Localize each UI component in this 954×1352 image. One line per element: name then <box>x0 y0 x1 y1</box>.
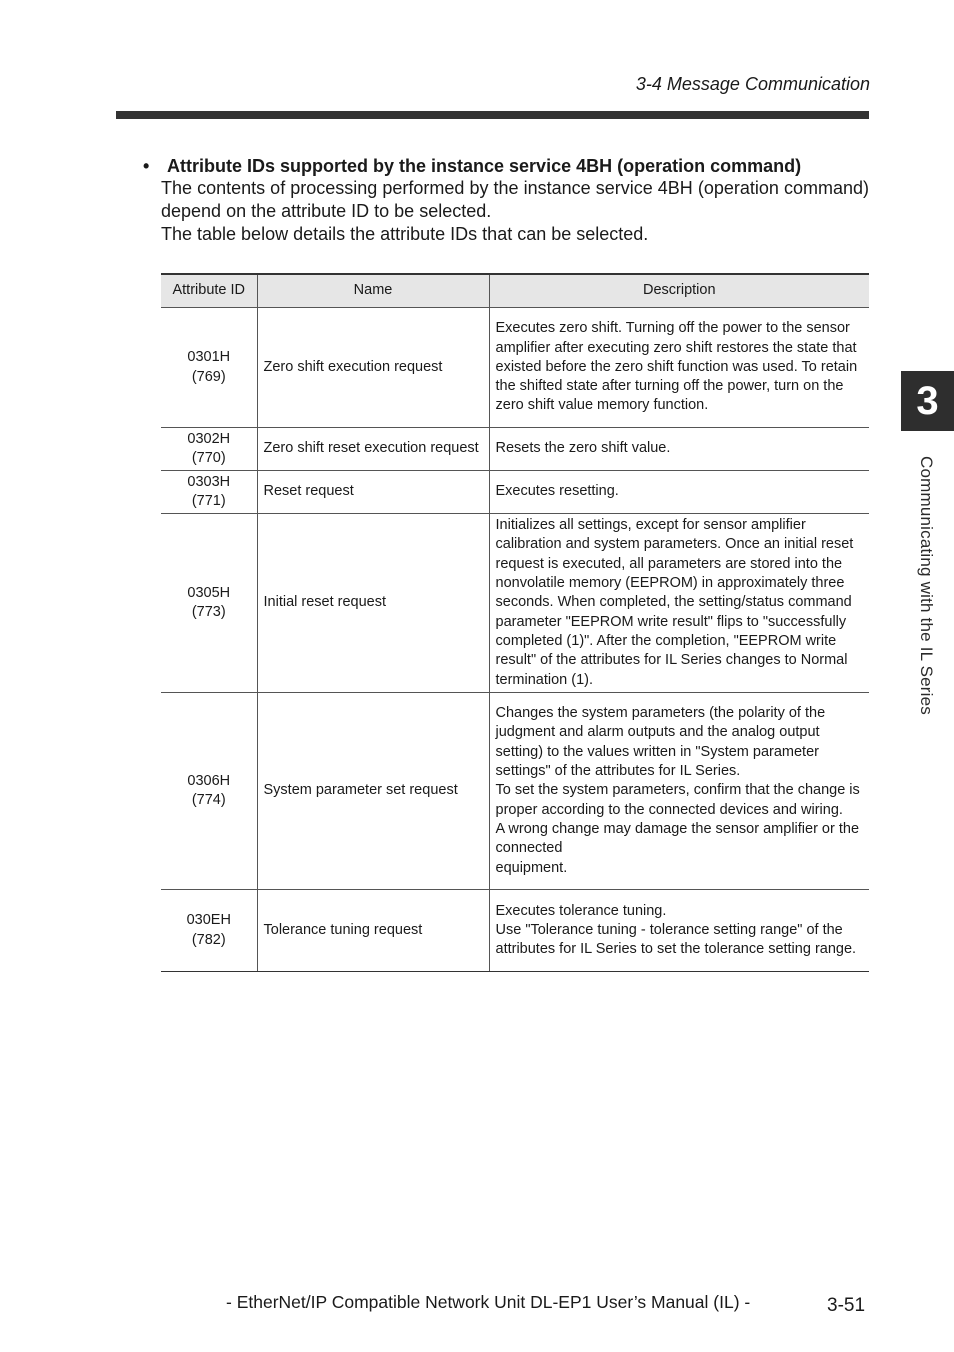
attribute-name-cell: Initial reset request <box>257 514 489 693</box>
description-line: Changes the system parameters (the polarity of the judgment and alarm outputs and the analog output setting) to the values written in "System parameter settings" of the attributes for IL Series. <box>495 705 826 780</box>
attribute-id-hex: 0302H <box>187 430 231 447</box>
table-row <box>161 890 869 972</box>
intro-paragraph-2: The table below details the attribute IDs that can be selected. <box>161 224 649 244</box>
description-line: Resets the zero shift value. <box>495 440 671 457</box>
description-line: Executes tolerance tuning. <box>495 902 667 919</box>
column-header-name: Name <box>257 274 489 308</box>
attribute-description-cell <box>489 308 869 428</box>
header-rule <box>116 111 869 119</box>
description-line: Executes resetting. <box>495 483 619 500</box>
attribute-id-decimal: (769) <box>191 368 226 385</box>
bullet-title: Attribute IDs supported by the instance service 4BH (operation command) <box>167 156 802 176</box>
description-line: To set the system parameters, confirm that the change is proper according to the connected devices and wiring. <box>495 782 860 818</box>
attribute-id-cell <box>161 514 257 693</box>
intro-paragraph: The contents of processing performed by the instance service 4BH (operation command) depend on the attribute ID to be selected. <box>161 178 869 221</box>
chapter-side-label: Communicating with the IL Series <box>917 456 936 715</box>
attribute-id-cell <box>161 693 257 890</box>
attribute-id-hex: 0303H <box>187 473 231 490</box>
attribute-description-cell <box>489 693 869 890</box>
description-line: equipment. <box>495 859 568 876</box>
attribute-id-decimal: (771) <box>191 493 226 509</box>
table-header-row <box>161 274 869 308</box>
attribute-name-cell: Zero shift reset execution request <box>257 428 489 471</box>
attribute-id-hex: 0306H <box>187 772 231 789</box>
chapter-tab: 3 <box>901 371 954 431</box>
attribute-name-cell: Reset request <box>257 471 489 514</box>
attribute-name-cell: System parameter set request <box>257 693 489 890</box>
attribute-description-cell <box>489 890 869 972</box>
attribute-description-cell <box>489 428 869 471</box>
attribute-name-cell: Zero shift execution request <box>257 308 489 428</box>
description-line: A wrong change may damage the sensor amplifier or the connected <box>495 820 860 857</box>
table-row <box>161 471 869 514</box>
attribute-description-cell <box>489 471 869 514</box>
attribute-id-hex: 0305H <box>187 584 231 601</box>
attribute-id-decimal: (770) <box>191 450 226 466</box>
attribute-id-cell <box>161 308 257 428</box>
table-row <box>161 308 869 428</box>
bullet-heading <box>143 156 869 177</box>
attribute-description-cell <box>489 514 869 693</box>
column-header-description: Description <box>489 274 869 308</box>
attribute-id-hex: 030EH <box>186 912 231 929</box>
attribute-id-decimal: (782) <box>191 931 226 948</box>
attribute-table <box>161 273 869 972</box>
attribute-id-cell <box>161 471 257 514</box>
footer-manual-title: - EtherNet/IP Compatible Network Unit DL-EP1 User’s Manual (IL) - <box>226 1292 751 1312</box>
attribute-id-cell <box>161 890 257 972</box>
section-header: 3-4 Message Communication <box>635 74 870 94</box>
attribute-name-cell: Tolerance tuning request <box>257 890 489 972</box>
page-number: 3-51 <box>827 1295 866 1316</box>
table-row <box>161 693 869 890</box>
attribute-id-decimal: (773) <box>191 604 226 620</box>
intro-block <box>143 156 869 246</box>
description-line: Initializes all settings, except for sensor amplifier calibration and system parameters. Once an initial reset request is executed, all parameters are stored into the nonvolatile memory (EEPROM) in approximately three seconds. When completed, the setting/status command parameter "EEPROM write result" flips to "successfully completed (1)". After the completion, "EEPROM write result" of the attributes for IL Series changes to Normal termination (1). <box>495 517 854 688</box>
description-line: Use "Tolerance tuning - tolerance setting range" of the attributes for IL Series to set the tolerance setting range. <box>495 921 857 958</box>
attribute-id-decimal: (774) <box>191 792 226 808</box>
table-row <box>161 428 869 471</box>
attribute-id-hex: 0301H <box>187 349 231 366</box>
bullet-icon: • <box>143 156 150 176</box>
attribute-id-cell <box>161 428 257 471</box>
table-row <box>161 514 869 693</box>
description-line: Executes zero shift. Turning off the power to the sensor amplifier after executing zero shift restores the state that existed before the zero shift function was used. To retain the shifted state after turning off the power, turn on the zero shift value memory function. <box>495 320 858 414</box>
column-header-attribute-id: Attribute ID <box>161 274 257 308</box>
